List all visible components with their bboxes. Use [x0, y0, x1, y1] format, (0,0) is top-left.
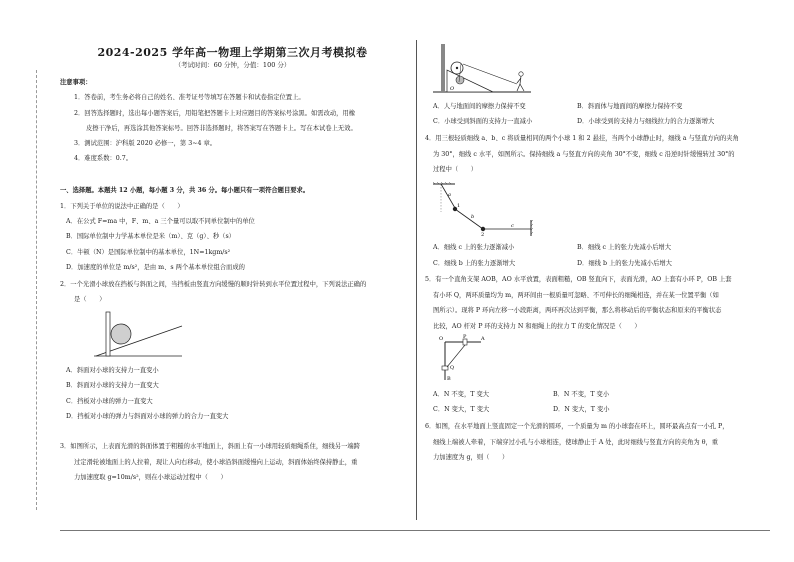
- q2-option-c: C．挡板对小球的弹力一直变大: [66, 398, 153, 405]
- q3-line: 3．如图所示，上表面光滑的斜面体置于粗糙的水平地面上，斜面上有一小球用轻质细绳系住，细线另一端跨: [60, 443, 360, 450]
- q5-label-o: O: [439, 336, 444, 342]
- q5-label-b: B: [447, 376, 451, 382]
- q3-option-b: B．斜面体与地面间的摩擦力保持不变: [577, 103, 683, 110]
- q3-option-d: D．小球受到的支持力与细线拉力的合力逐渐增大: [577, 118, 715, 125]
- q1-stem: 1．下列关于单位的说法中正确的是（ ）: [60, 203, 184, 210]
- q4-option-c: C．细线 b 上的张力逐渐增大: [433, 260, 516, 267]
- q3-figure: [433, 44, 533, 96]
- right-column: [425, 0, 770, 562]
- notice-item: 1．答卷前，考生务必将自己的姓名、准考证号等填写在答题卡和试卷指定位置上。: [74, 94, 305, 101]
- q4-label-2: 2: [481, 232, 485, 238]
- q4-line: 为 30°，细线 c 水平，如图所示。保持细线 a 与竖直方向的夹角 30°不变，细线 c 沿逆时针缓慢转过 30°的: [433, 151, 735, 158]
- exam-title: 2024-2025 学年高一物理上学期第三次月考模拟卷: [97, 46, 368, 59]
- q4-label-c: c: [511, 223, 514, 229]
- q3-option-a: A．人与地面间的摩擦力保持不变: [433, 103, 526, 110]
- q1-option-d: D．加速度的单位是 m/s²，是由 m、s 两个基本单位组合而成的: [66, 264, 245, 271]
- q2-option-d: D．挡板对小球的弹力与斜面对小球的弹力的合力一直变大: [66, 413, 229, 420]
- q1-option-a: A．在公式 F=ma 中，F、m、a 三个量可以取不同单位制中的单位: [66, 218, 255, 225]
- notice-item: 2．回答选择题时，选出每小题答案后，用铅笔把答题卡上对应题目的答案标号涂黑。如需改动，用橡: [74, 110, 356, 117]
- q6-line: 6．如图，在水平地面上竖直固定一个光滑的圆环，一个质量为 m 的小球套在环上，圆环最高点有一小孔 P，: [425, 423, 729, 430]
- q6-line: 细线上端被人牵着，下端穿过小孔与小球相连，使球静止于 A 处，此时细线与竖直方向的夹角为 θ，重: [433, 439, 719, 446]
- q2-option-a: A．斜面对小球的支持力一直变小: [66, 367, 159, 374]
- notice-item: 4．难度系数：0.7。: [74, 155, 133, 162]
- q5-line: 5．有一个直角支架 AOB，AO 水平放置，表面粗糙，OB 竖直向下，表面光滑，AO 上套有小环 P，OB 上套: [425, 276, 732, 283]
- q4-label-a: a: [448, 192, 451, 198]
- q2-stem-cont: 是（ ）: [74, 296, 106, 303]
- q2-stem: 2．一个光滑小球放在挡板与斜面之间，当挡板由竖直方向缓慢的顺时针转到水平位置过程中，下列说法正确的: [60, 281, 367, 288]
- q5-option-a: A．N 不变，T 变大: [433, 391, 490, 398]
- q4-option-a: A．细线 c 上的张力逐渐减小: [433, 244, 515, 251]
- q4-line: 4．用三根轻质细线 a、b、c 将质量相同的两个小球 1 和 2 悬挂，当两个小球静止时，细线 a 与竖直方向的夹角: [425, 135, 739, 142]
- section-heading: 一、选择题。本题共 12 小题，每小题 3 分，共 36 分。每小题只有一项符合题目要求。: [60, 187, 310, 194]
- q5-line: 有小环 Q，两环质量均为 m，两环间由一根质量可忽略、不可伸长的细绳相连，并在某一位置平衡（如: [433, 292, 719, 299]
- page-bottom-rule: [60, 530, 770, 531]
- left-column: [60, 0, 405, 562]
- q1-option-c: C．牛顿（N）是国际单位制中的基本单位，1N=1kgm/s²: [66, 249, 231, 256]
- q4-line: 过程中（ ）: [433, 166, 478, 173]
- q3-line: 力加速度取 g=10m/s²，则在小球运动过程中（ ）: [74, 474, 227, 481]
- q5-line: 比较，AO 杆对 P 环的支持力 N 和细绳上的拉力 T 的变化情况是（ ）: [433, 323, 641, 330]
- q4-option-b: B．细线 c 上的张力先减小后增大: [577, 244, 672, 251]
- q4-label-1: 1: [457, 203, 461, 209]
- q3-label-o: O: [450, 86, 455, 92]
- notice-heading: 注意事项：: [60, 79, 92, 86]
- q6-line: 力加速度为 g，则（ ）: [433, 454, 509, 461]
- q4-figure: [433, 182, 543, 238]
- binding-margin: [14, 70, 37, 510]
- q5-label-p: P: [463, 334, 467, 340]
- q2-option-b: B．斜面对小球的支持力一直变大: [66, 382, 159, 389]
- q5-option-c: C．N 变大，T 变大: [433, 406, 490, 413]
- q3-line: 过定滑轮被地面上的人拉着，现让人向右移动，使小球沿斜面缓慢向上运动，斜面体始终保持静止，重: [74, 459, 358, 466]
- q5-label-q: Q: [450, 365, 455, 371]
- column-divider: [416, 40, 417, 520]
- q3-option-c: C．小球受到斜面的支持力一直减小: [433, 118, 533, 125]
- notice-item: 3．测试范围：沪科版 2020 必修一，第 3~4 章。: [74, 140, 217, 147]
- q4-label-b: b: [471, 214, 475, 220]
- q1-option-b: B．国际单位制中力学基本单位是米（m）、克（g）、秒（s）: [66, 233, 235, 240]
- notice-item: 皮擦干净后，再选涂其他答案标号。回答非选择题时，将答案写在答题卡上。写在本试卷上无效。: [86, 125, 357, 132]
- q5-option-b: B．N 不变，T 变小: [553, 391, 610, 398]
- q5-line: 图所示）。现将 P 环向左移一小段距离，两环再次达到平衡，那么将移动后的平衡状态和原来的平衡状态: [433, 307, 722, 314]
- exam-subtitle: （考试时间：60 分钟，分值：100 分）: [174, 61, 291, 69]
- q5-figure: [437, 336, 487, 381]
- q5-label-a: A: [481, 336, 485, 342]
- q4-option-d: D．细线 b 上的张力先减小后增大: [577, 260, 672, 267]
- q2-figure: [94, 312, 184, 357]
- q5-option-d: D．N 变大，T 变小: [553, 406, 610, 413]
